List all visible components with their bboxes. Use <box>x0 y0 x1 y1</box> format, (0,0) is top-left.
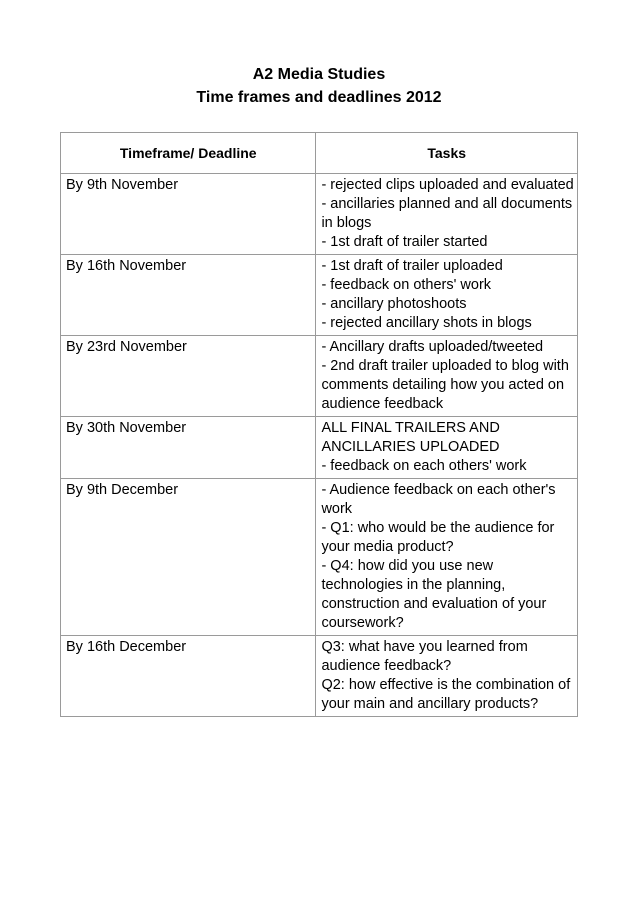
tasks-cell <box>316 336 578 417</box>
tasks-cell <box>316 417 578 479</box>
tasks-cell <box>316 636 578 717</box>
tasks-cell <box>316 174 578 255</box>
deadlines-table <box>60 132 578 717</box>
task-item: ALL FINAL TRAILERS AND ANCILLARIES UPLOADED <box>321 420 500 455</box>
task-item: - ancillaries planned and all documents in blogs <box>321 196 573 231</box>
task-item: - Ancillary drafts uploaded/tweeted <box>321 339 544 355</box>
task-item: Q2: how effective is the combination of your main and ancillary products? <box>321 677 571 712</box>
deadline-cell: By 16th November <box>61 255 316 336</box>
deadline-cell: By 9th December <box>61 479 316 636</box>
deadline-cell: By 16th December <box>61 636 316 717</box>
table-header-row <box>61 133 578 174</box>
task-item: - Q1: who would be the audience for your media product? <box>321 520 555 555</box>
deadline-cell: By 30th November <box>61 417 316 479</box>
task-item: Q3: what have you learned from audience feedback? <box>321 639 528 674</box>
tasks-cell <box>316 479 578 636</box>
table-row <box>61 417 578 479</box>
column-header-tasks: Tasks <box>316 133 578 174</box>
deadline-cell: By 9th November <box>61 174 316 255</box>
deadline-cell: By 23rd November <box>61 336 316 417</box>
document-title: A2 Media Studies <box>252 66 386 83</box>
task-item: - 1st draft of trailer started <box>321 234 488 250</box>
table-row <box>61 636 578 717</box>
task-item: - Audience feedback on each other's work <box>321 482 556 517</box>
table-row <box>61 255 578 336</box>
document-title-block <box>0 63 638 109</box>
task-item: - feedback on others' work <box>321 277 492 293</box>
task-item: - rejected clips uploaded and evaluated <box>321 177 574 193</box>
task-item: - Q4: how did you use new technologies in the planning, construction and evaluation of your coursework? <box>321 558 547 631</box>
task-item: - ancillary photoshoots <box>321 296 467 312</box>
table-row <box>61 174 578 255</box>
tasks-cell <box>316 255 578 336</box>
task-item: - feedback on each others' work <box>321 458 527 474</box>
table-row <box>61 479 578 636</box>
task-item: - 1st draft of trailer uploaded <box>321 258 503 274</box>
task-item: - 2nd draft trailer uploaded to blog with comments detailing how you acted on audience feedback <box>321 358 569 412</box>
document-subtitle: Time frames and deadlines 2012 <box>196 89 442 106</box>
table-row <box>61 336 578 417</box>
task-item: - rejected ancillary shots in blogs <box>321 315 532 331</box>
column-header-timeframe: Timeframe/ Deadline <box>61 133 316 174</box>
